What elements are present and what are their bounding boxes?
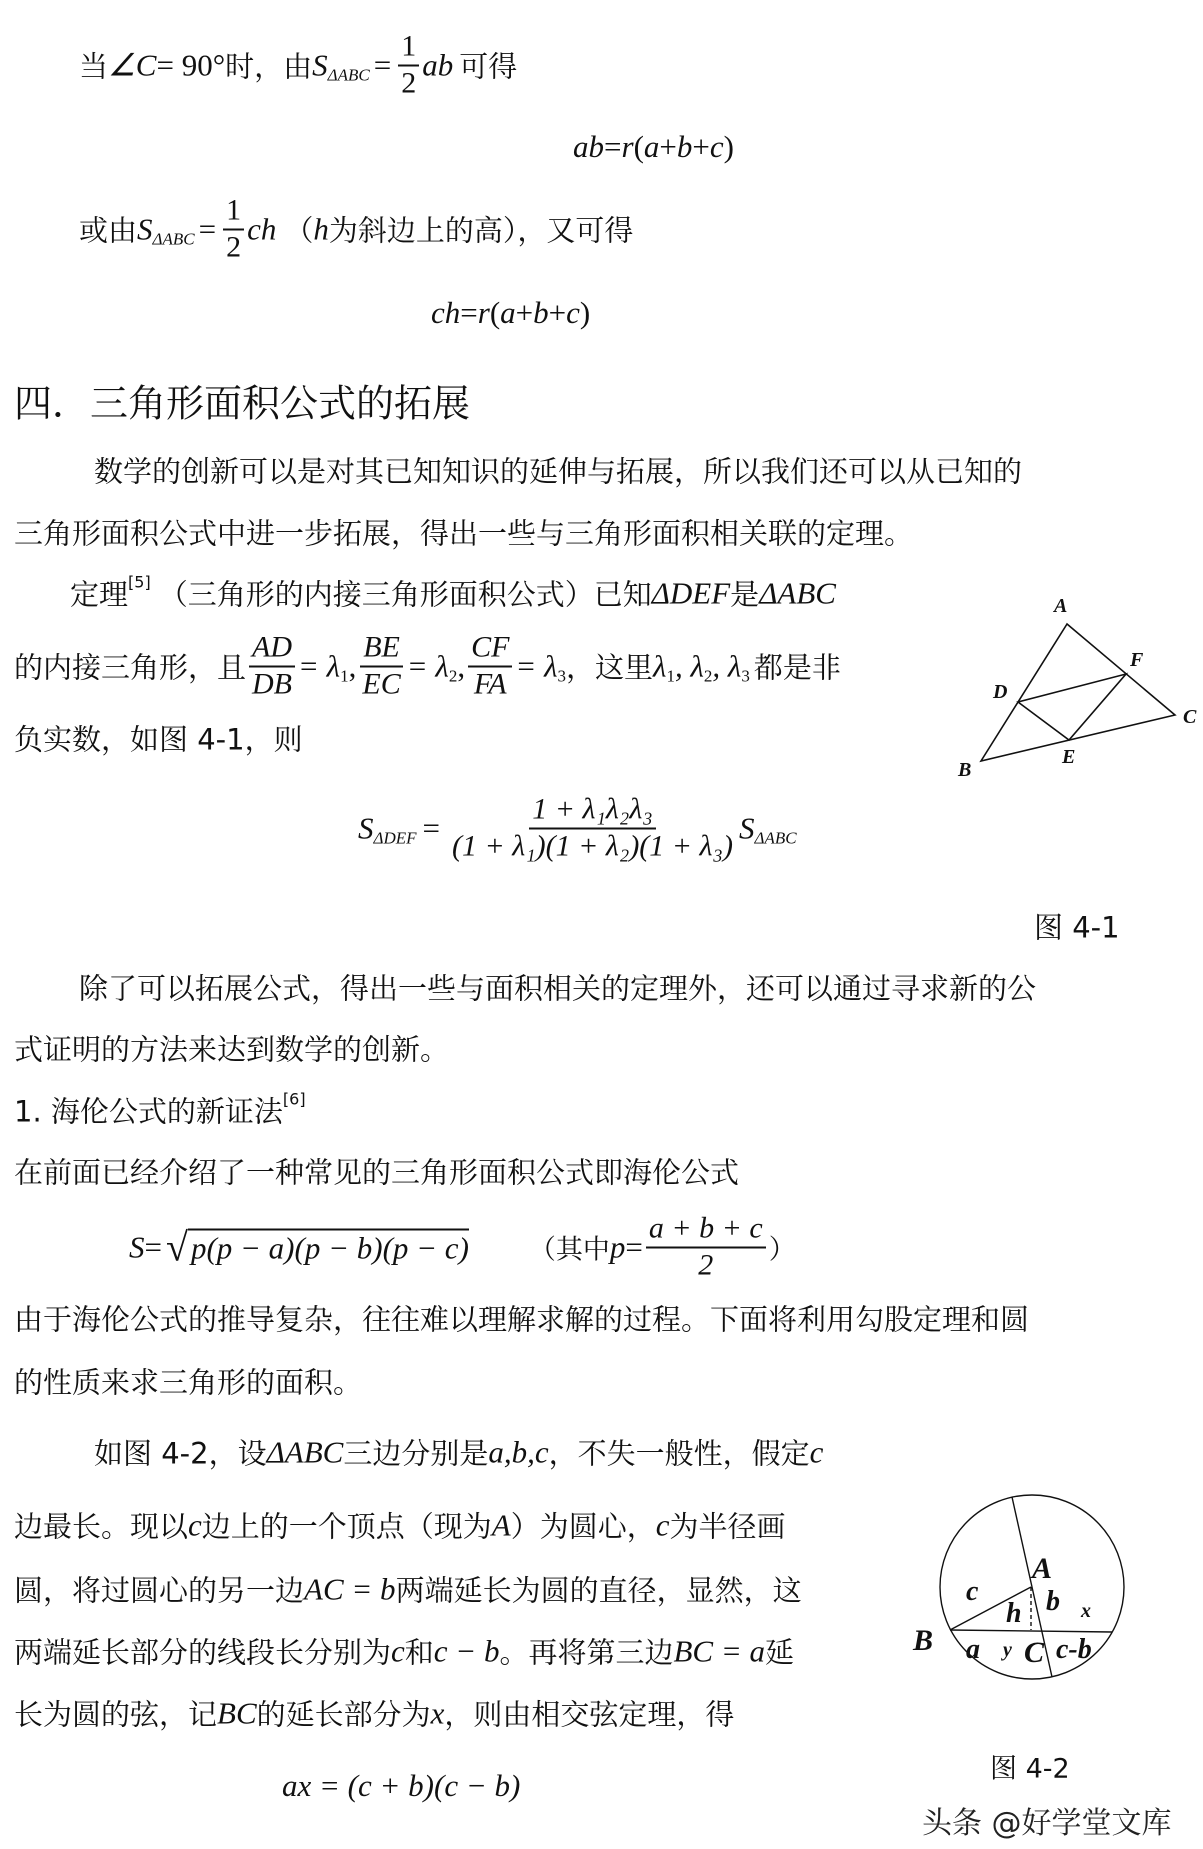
text: 当 [79, 49, 109, 84]
m: c [391, 1633, 405, 1668]
m: + [659, 129, 677, 164]
label-side-c: c [966, 1576, 979, 1607]
comma: , [348, 648, 357, 683]
m: S [358, 810, 374, 845]
paragraph-line: 三角形面积公式中进一步拓展，得出一些与三角形面积相关联的定理。 [14, 516, 914, 551]
fraction-p [646, 1212, 766, 1283]
numerator: AD [249, 631, 295, 668]
numerator: CF [468, 631, 512, 668]
math: ΔABC [759, 575, 836, 610]
math: , λ [674, 648, 704, 683]
math: = λ [406, 648, 449, 683]
equation-intersecting-chords: ax = (c + b)(c − b) [282, 1768, 521, 1803]
theorem-line: 负实数，如图 4-1，则 [14, 722, 303, 757]
denominator: FA [473, 667, 507, 700]
m: ch [431, 295, 461, 330]
m: BC [217, 1695, 257, 1730]
m: ΔABC [266, 1434, 344, 1469]
m: b [676, 129, 693, 164]
heron-formula [129, 1212, 796, 1283]
paragraph-line [94, 1432, 823, 1473]
m: S [738, 810, 755, 845]
t: 三边分别是 [343, 1436, 489, 1471]
paragraph-line: 的性质来求三角形的面积。 [14, 1365, 363, 1400]
label-a: A [1054, 595, 1068, 617]
paragraph-line: 式证明的方法来达到数学的创新。 [14, 1032, 450, 1067]
denominator: (1 + λ₁)(1 + λ₂)(1 + λ₃) [452, 829, 733, 862]
figure-caption: 图 4-2 [990, 1753, 1070, 1785]
text: （其中 [528, 1234, 610, 1266]
label-side-b: b [1046, 1586, 1060, 1617]
denominator: 2 [226, 230, 242, 263]
m: BC = a [673, 1633, 766, 1668]
label-d: D [993, 681, 1008, 703]
text: 都是非 [753, 650, 841, 685]
sub: 1 [666, 666, 675, 685]
paragraph-line: 由于海伦公式的推导复杂，往往难以理解求解的过程。下面将利用勾股定理和圆 [14, 1302, 1030, 1337]
paragraph-line: 在前面已经介绍了一种常见的三角形面积公式即海伦公式 [14, 1155, 740, 1190]
t: 两端延长部分的线段长分别为 [14, 1635, 392, 1670]
numerator: a + b + c [646, 1212, 766, 1249]
math-ch: ch [247, 211, 277, 246]
m: = [625, 1229, 643, 1264]
m: c [655, 1507, 670, 1542]
math: = λ [298, 648, 341, 683]
math-h: h [313, 211, 329, 246]
m: = [604, 129, 622, 164]
label-h: h [1006, 1598, 1022, 1629]
text: 的内接三角形，且 [14, 650, 247, 685]
m: + [692, 129, 710, 164]
m: r [477, 295, 490, 330]
m: p [609, 1229, 626, 1264]
m: ab [573, 129, 604, 164]
m: a,b,c [488, 1434, 549, 1469]
t: ，则由相交弦定理，得 [444, 1697, 735, 1732]
m: S [129, 1229, 145, 1264]
math-angle: ∠C [108, 47, 157, 82]
t: 圆，将过圆心的另一边 [14, 1573, 305, 1608]
sub: ΔABC [754, 828, 797, 847]
denominator: 2 [401, 66, 417, 99]
m: r [621, 129, 634, 164]
m: c − b [433, 1633, 500, 1668]
t: 边上的一个顶点（现为 [201, 1509, 492, 1544]
text: 时，由 [225, 49, 313, 84]
triangle-abc [981, 624, 1175, 761]
sub: 1 [340, 666, 349, 685]
t: 延 [765, 1635, 795, 1670]
text: ，这里 [566, 650, 654, 685]
numerator: 1 [223, 194, 244, 231]
sub: 2 [703, 666, 713, 685]
sub: 2 [448, 666, 458, 685]
citation: [6] [282, 1089, 306, 1109]
text: 1. 海伦公式的新证法 [14, 1094, 283, 1129]
m: A [491, 1507, 511, 1542]
math: , λ [712, 648, 742, 683]
label-c: C [1183, 706, 1197, 728]
text: 是 [730, 577, 760, 612]
text: 或由 [79, 213, 138, 248]
denominator: EC [362, 667, 401, 700]
m: + [548, 295, 567, 330]
label-b: B [958, 759, 972, 781]
paragraph-line: 除了可以拓展公式，得出一些与面积相关的定理外，还可以通过寻求新的公 [79, 971, 1037, 1006]
t: 和 [404, 1635, 434, 1670]
m: a [500, 295, 516, 330]
denominator: DB [252, 667, 293, 700]
math: ΔDEF [651, 575, 731, 610]
m: ( [633, 129, 644, 164]
numerator: 1 + λ₁λ₂λ₃ [529, 793, 656, 830]
paragraph-line: 数学的创新可以是对其已知知识的延伸与拓展，所以我们还可以从已知的 [94, 454, 1023, 489]
m: ( [489, 295, 501, 330]
t: 边最长。现以 [14, 1509, 189, 1544]
paragraph-line [14, 1693, 734, 1734]
text: 定理 [70, 577, 129, 612]
label-f: F [1130, 649, 1144, 671]
math-subscript: ΔABC [152, 229, 195, 248]
math-ab: ab [422, 47, 454, 82]
t: ，不失一般性，假定 [548, 1436, 810, 1471]
m: x [430, 1695, 445, 1730]
t: 长为圆的弦，记 [14, 1697, 218, 1732]
paragraph-line [14, 1631, 794, 1672]
math-eq: = [373, 47, 392, 82]
math: λ [653, 648, 667, 683]
section-heading: 四．三角形面积公式的拓展 [14, 381, 471, 426]
math-s: S [312, 47, 328, 82]
m: ) [579, 295, 591, 330]
radicand: p(p − a)(p − b)(p − c) [188, 1228, 469, 1266]
m: AC = b [304, 1571, 396, 1606]
m: b [533, 295, 549, 330]
m: + [515, 295, 534, 330]
denominator: 2 [698, 1248, 714, 1281]
paragraph-line [14, 1569, 802, 1610]
text: （ [284, 213, 314, 248]
m: c [809, 1434, 824, 1469]
math-s: S [137, 211, 153, 246]
label-c: C [1024, 1636, 1045, 1669]
figure-4-1-triangle [981, 624, 1175, 761]
math-subscript: ΔABC [327, 65, 370, 84]
label-a: A [1032, 1552, 1053, 1585]
t: 。再将第三边 [499, 1635, 674, 1670]
m: a [643, 129, 660, 164]
m: = [460, 295, 478, 330]
label-e: E [1062, 746, 1076, 768]
t: 两端延长为圆的直径，显然，这 [395, 1573, 802, 1608]
t: 的延长部分为 [256, 1697, 431, 1732]
text: ） [768, 1234, 796, 1266]
sub: 3 [741, 666, 750, 685]
citation: [5] [128, 572, 151, 592]
label-x: x [1081, 1600, 1091, 1622]
t: 如图 4-2，设 [94, 1436, 267, 1471]
sub: 3 [557, 666, 567, 685]
m: ) [723, 129, 734, 164]
comma: , [457, 648, 466, 683]
label-side-a: a [966, 1634, 980, 1665]
numerator: BE [360, 631, 403, 668]
t: 为半径画 [669, 1509, 786, 1544]
chord-bc [950, 1630, 1112, 1632]
sub: ΔDEF [373, 828, 417, 847]
math-eq: = [198, 211, 217, 246]
label-b: B [913, 1624, 934, 1657]
watermark: 头条 @好学堂文库 [922, 1806, 1172, 1841]
text: 可得 [459, 49, 518, 84]
m: = [144, 1229, 162, 1264]
math: = λ [515, 648, 558, 683]
label-y: y [1003, 1639, 1012, 1661]
m: c [188, 1507, 202, 1542]
subsection-title [14, 1090, 306, 1131]
m: c [709, 129, 724, 164]
t: ）为圆心， [510, 1509, 656, 1544]
eq: = [422, 810, 441, 845]
math-value: = 90° [156, 47, 226, 82]
text: 为斜边上的高），又可得 [328, 213, 634, 248]
sqrt-sign: √ [165, 1224, 188, 1270]
numerator: 1 [398, 30, 419, 67]
figure-caption: 图 4-1 [1034, 910, 1120, 945]
label-c-minus-b: c-b [1056, 1634, 1092, 1665]
m: c [566, 295, 580, 330]
paragraph-line [14, 1505, 786, 1546]
text: （三角形的内接三角形面积公式）已知 [158, 577, 652, 612]
